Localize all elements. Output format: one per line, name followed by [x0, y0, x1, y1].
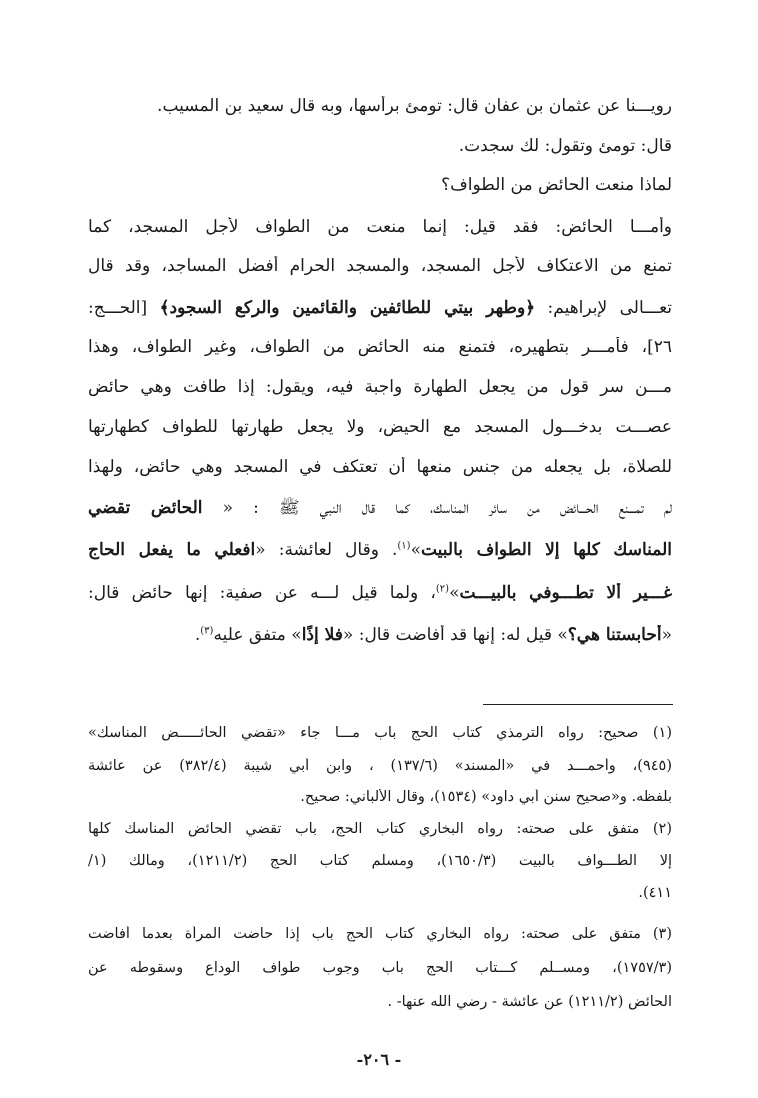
- footnote-2-line-1: (٢) متفق على صحته: رواه البخاري كتاب الحج، باب تقضي الحائض المناسك كلها: [88, 821, 672, 837]
- hadith-text: فلا إذًا: [301, 625, 343, 645]
- text-run: «: [661, 625, 672, 645]
- hadith-text: الحائض تقضي: [88, 498, 203, 518]
- footnote-ref-1: (١): [397, 540, 411, 552]
- footnote-1-line-3: بلفظه. و«صحيح سنن أبي داود» (١٥٣٤)، وقال الألباني: صحيح.: [300, 789, 672, 805]
- text-line-5: تمنع من الاعتكاف لأجل المسجد، والمسجد الحرام أفضل المساجد، وقد قال: [88, 256, 672, 276]
- footnote-2-line-3: ٤١١).: [638, 885, 672, 901]
- text-run: تعـــالى لإبراهيم:: [535, 298, 672, 318]
- hadith-text: المناسك كلها إلا الطواف بالبيت: [420, 540, 672, 560]
- text-run: . وقال لعائشة: «: [255, 540, 398, 560]
- hadith-text: أحابستنا هي؟: [567, 625, 662, 645]
- footnote-2-line-2: إلا الطـــواف بالبيت (١٦٥٠/٣)، ومسلم كتاب الحج (١٢١١/٢)، ومالك (١/: [88, 853, 672, 869]
- text-line-9: عصـــت بدخـــول المسجد مع الحيض، ولا يجعل طهارتها للطواف كطهارتها: [88, 417, 672, 437]
- footnote-1-line-1: (١) صحيح: رواه الترمذي كتاب الحج باب مـــا جاء «تقضي الحائـــــض المناسك»: [88, 725, 672, 741]
- section-question: لماذا منعت الحائض من الطواف؟: [441, 175, 672, 195]
- text-line-12: [88, 540, 672, 560]
- hadith-text: غـــير ألا تطـــوفي بالبيـــت: [459, 583, 672, 603]
- text-line-14: [88, 625, 672, 645]
- text-run: .: [194, 625, 201, 645]
- text-line-6: [88, 297, 672, 318]
- text-line-8: مـــن سر قول من يجعل الطهارة واجبة فيه، ويقول: إذا طافت وهي حائض: [88, 377, 672, 397]
- footnote-divider: [483, 704, 673, 705]
- text-line-1: رويـــنا عن عثمان بن عفان قال: تومئ برأسها، وبه قال سعيد بن المسيب.: [157, 96, 672, 116]
- footnote-ref-2: (٢): [435, 583, 450, 595]
- footnote-1-line-2: (٩٤٥)، وأحمـــد في «المسند» (١٣٧/٦) ، وابن أبي شيبة (٣٨٢/٤) عن عائشة: [88, 758, 672, 774]
- footnote-ref-3: (٣): [200, 625, 214, 637]
- text-run: لم تمـــنع الحـــائض من سائر المناسك، كما قال النبي ﷺ : «: [222, 498, 672, 518]
- text-line-4: وأمـــا الحائض: فقد قيل: إنما منعت من الطواف لأجل المسجد، كما: [88, 217, 672, 237]
- footnote-3-line-2: (١٧٥٧/٣)، ومســلم كـــتاب الحج باب وجوب طواف الوداع وسقوطه عن: [88, 960, 672, 976]
- text-run: ، ولما قيل لـــه عن صفية: إنها حائض قال:: [88, 583, 436, 603]
- text-run: » متفق عليه: [213, 625, 302, 645]
- page-number: - ٢٠٦-: [356, 1050, 402, 1069]
- text-line-11: [88, 497, 672, 522]
- text-run: [الحـــج:: [88, 298, 148, 318]
- text-line-2: قال: تومئ وتقول: لك سجدت.: [458, 136, 672, 156]
- text-line-7: ٢٦]، فأمـــر بتطهيره، فتمنع منه الحائض من الطواف، وغير الطواف، وهذا: [88, 337, 672, 357]
- hadith-text: افعلي ما يفعل الحاج: [88, 540, 256, 560]
- footnote-3-line-3: الحائض (١٢١١/٢) عن عائشة - رضي الله عنها- .: [387, 994, 672, 1010]
- text-line-10: للصلاة، بل يجعله من جنس منعها أن تعتكف في المسجد وهي حائض، ولهذا: [88, 457, 672, 477]
- footnote-3-line-1: (٣) متفق على صحته: رواه البخاري كتاب الحج باب إذا حاضت المرأة بعدما أفاضت: [88, 926, 672, 942]
- text-run: »: [410, 540, 421, 560]
- quran-verse: ﴿وطهر بيتي للطائفين والقائمين والركع السجود﴾: [159, 298, 536, 318]
- text-run: » قيل له: إنها قد أفاضت قال: «: [342, 625, 568, 645]
- text-line-13: [88, 583, 672, 603]
- text-run: »: [449, 583, 460, 603]
